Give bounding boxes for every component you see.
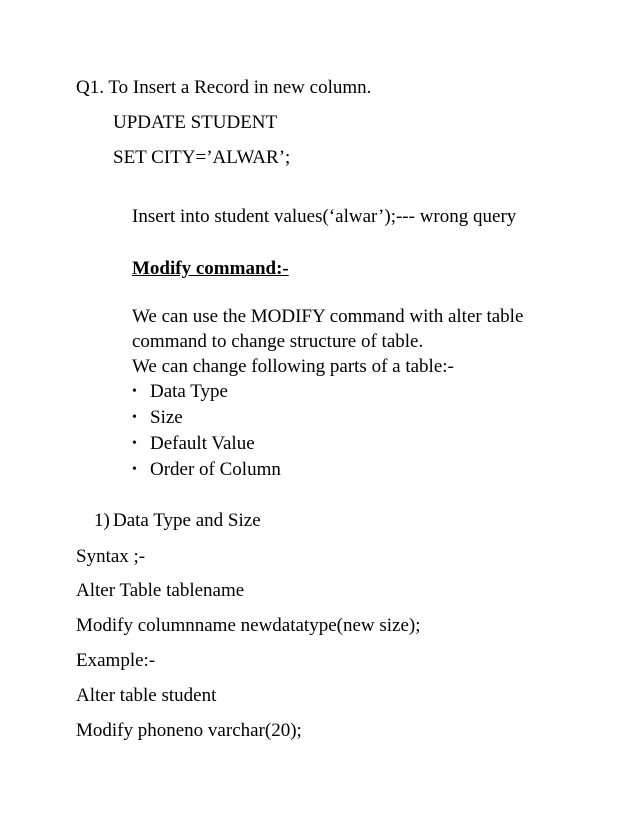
sql-update-line: UPDATE STUDENT (113, 112, 278, 133)
numbered-index: 1) (94, 510, 110, 531)
syntax-line-1: Alter Table tablename (76, 580, 245, 601)
wrong-query-line: Insert into student values(‘alwar’);--- wrong query (132, 206, 517, 227)
list-item: Default Value (150, 433, 255, 454)
numbered-item: Data Type and Size (113, 510, 261, 531)
list-item: Order of Column (150, 459, 281, 480)
sql-set-line: SET CITY=’ALWAR’; (113, 147, 291, 168)
bullet-icon: • (132, 436, 137, 451)
modify-desc-line-2: command to change structure of table. (132, 331, 424, 352)
modify-desc-line-3: We can change following parts of a table:- (132, 356, 454, 377)
modify-desc-line-1: We can use the MODIFY command with alter table (132, 306, 524, 327)
bullet-icon: • (132, 410, 137, 425)
list-item: Data Type (150, 381, 228, 402)
list-item: Size (150, 407, 183, 428)
example-line-2: Modify phoneno varchar(20); (76, 720, 302, 741)
bullet-icon: • (132, 462, 137, 477)
syntax-line-2: Modify columnname newdatatype(new size); (76, 615, 421, 636)
example-label: Example:- (76, 650, 156, 671)
example-line-1: Alter table student (76, 685, 217, 706)
q1-heading: Q1. To Insert a Record in new column. (76, 77, 372, 98)
syntax-label: Syntax ;- (76, 546, 146, 567)
bullet-icon: • (132, 384, 137, 399)
modify-heading: Modify command:- (132, 258, 289, 279)
